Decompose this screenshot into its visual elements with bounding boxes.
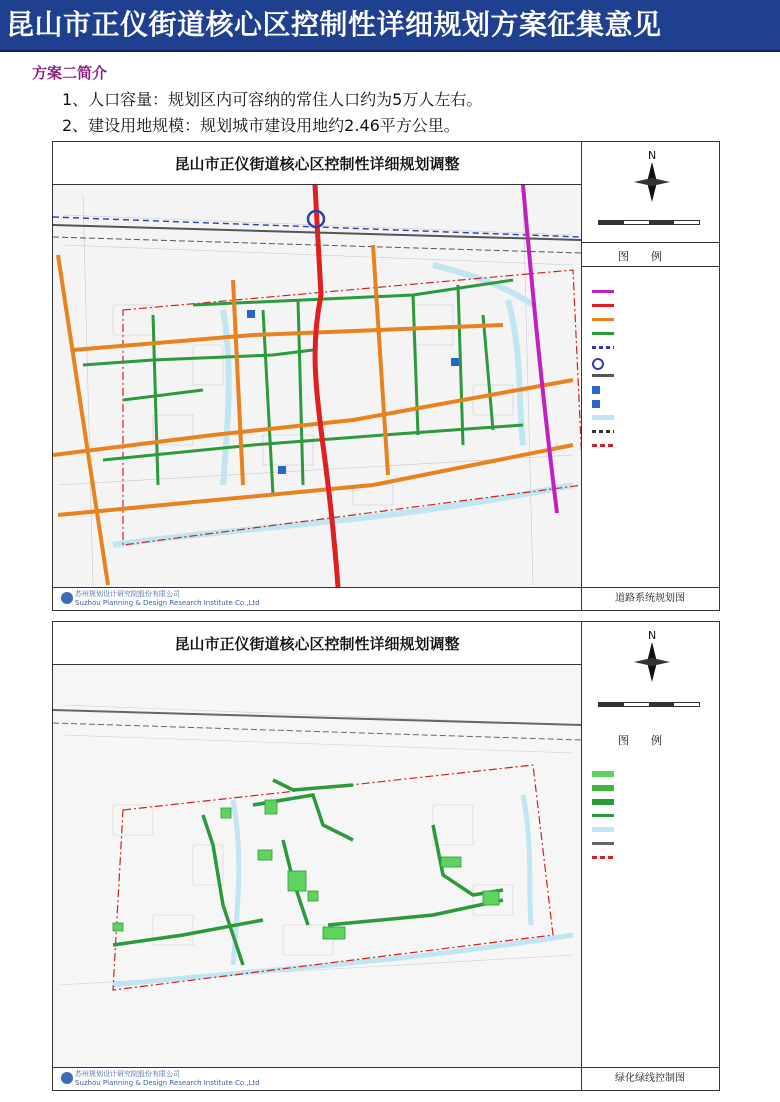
side-panel xyxy=(581,622,720,1090)
sheet-title: 昆山市正仪街道核心区控制性详细规划调整 xyxy=(53,622,582,665)
sheet-footer xyxy=(53,1067,581,1090)
legend-boundary xyxy=(592,442,618,450)
north-arrow-icon xyxy=(622,628,682,688)
scale-bar xyxy=(598,220,700,225)
side-panel xyxy=(581,142,720,610)
north-label: N xyxy=(648,149,657,162)
page-title: 昆山市正仪街道核心区控制性详细规划方案征集意见 xyxy=(6,8,662,41)
scheme-subtitle: 方案二简介 xyxy=(32,64,108,82)
drawing-name: 道路系统规划图 xyxy=(581,587,719,610)
legend-station xyxy=(592,358,608,366)
intro-item-population: 1、人口容量：规划区内可容纳的常住人口约为5万人左右。 xyxy=(62,90,483,109)
legend-arterial xyxy=(592,302,618,310)
legend-rail-line xyxy=(592,372,618,380)
legend-rail xyxy=(592,344,618,352)
legend-expressway xyxy=(592,288,618,296)
road-system-map xyxy=(53,185,581,587)
company-name-cn: 苏州规划设计研究院股份有限公司 xyxy=(75,590,180,598)
north-arrow-icon xyxy=(622,148,682,208)
legend-protective xyxy=(592,798,618,806)
legend-secondary xyxy=(592,316,618,324)
legend-water xyxy=(592,414,618,422)
legend-title: 图例 xyxy=(618,250,684,263)
header-bar xyxy=(0,0,780,52)
company-logo-icon xyxy=(61,1072,73,1084)
legend-bus xyxy=(592,386,604,394)
legend-park xyxy=(592,784,618,792)
company-name-cn: 苏州规划设计研究院股份有限公司 xyxy=(75,1070,180,1078)
legend-parking xyxy=(592,400,604,408)
legend-belt xyxy=(592,812,618,820)
legend-rail-dash xyxy=(592,428,618,436)
company-logo-icon xyxy=(61,592,73,604)
sheet-title: 昆山市正仪街道核心区控制性详细规划调整 xyxy=(53,142,582,185)
intro-item-land: 2、建设用地规模：规划城市建设用地约2.46平方公里。 xyxy=(62,116,460,135)
legend-green-space xyxy=(592,770,618,778)
green-plan-sheet xyxy=(52,621,720,1091)
legend-water xyxy=(592,826,618,834)
legend-branch xyxy=(592,330,618,338)
sheet-footer xyxy=(53,587,581,610)
green-control-map xyxy=(53,665,581,1067)
legend-boundary xyxy=(592,854,618,862)
north-label: N xyxy=(648,629,657,642)
legend-rail xyxy=(592,840,618,848)
scale-bar xyxy=(598,702,700,707)
road-plan-sheet xyxy=(52,141,720,611)
drawing-name: 绿化绿线控制图 xyxy=(581,1067,719,1090)
legend-title: 图例 xyxy=(618,734,684,747)
company-name-en: Suzhou Planning & Design Research Institute Co.,Ltd xyxy=(75,1079,260,1087)
company-name-en: Suzhou Planning & Design Research Institute Co.,Ltd xyxy=(75,599,260,607)
